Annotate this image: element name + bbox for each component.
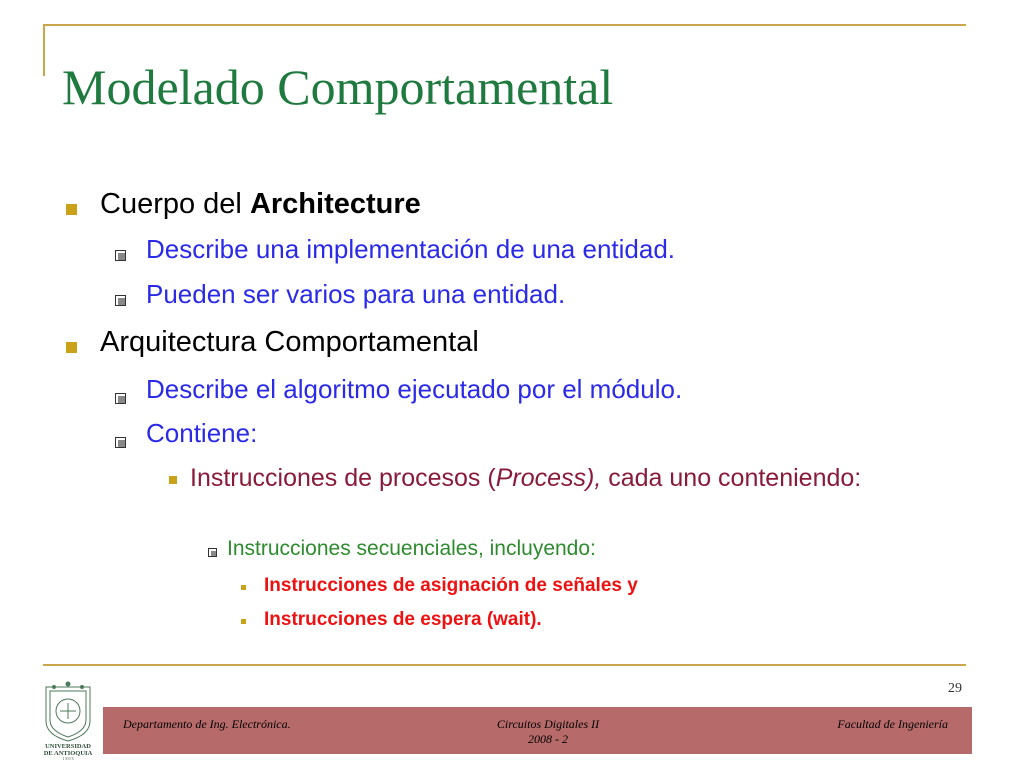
bullet-text: Describe una implementación de una entidad. bbox=[146, 234, 676, 264]
bullet-text: Instrucciones de procesos (Process), cada uno conteniendo: bbox=[190, 464, 862, 492]
bullet-text: Arquitectura Comportamental bbox=[100, 326, 479, 358]
bullet-text: Describe el algoritmo ejecutado por el módulo. bbox=[146, 374, 683, 404]
logo-year: 1 8 0 3 bbox=[62, 756, 74, 761]
logo-caption-line1: UNIVERSIDAD bbox=[45, 743, 91, 750]
bullet-text: Instrucciones de asignación de señales y bbox=[264, 575, 638, 596]
square-bullet-icon bbox=[66, 204, 77, 215]
square-bullet-icon bbox=[66, 342, 77, 353]
checkbox-bullet-icon bbox=[208, 548, 217, 557]
checkbox-bullet-icon bbox=[115, 295, 126, 306]
small-square-bullet-icon bbox=[241, 585, 246, 590]
checkbox-bullet-icon bbox=[115, 250, 126, 261]
footer-separator-rule bbox=[43, 664, 966, 666]
slide-title: Modelado Comportamental bbox=[62, 59, 614, 115]
page-number: 29 bbox=[948, 681, 962, 696]
bullet-text: Pueden ser varios para una entidad. bbox=[146, 279, 566, 309]
small-square-bullet-icon bbox=[241, 619, 246, 624]
footer-right-text: Facultad de Ingeniería bbox=[837, 717, 948, 731]
bullet-text: Instrucciones secuenciales, incluyendo: bbox=[227, 537, 596, 560]
footer-band bbox=[103, 707, 972, 754]
footer-course-name: Circuitos Digitales II bbox=[496, 717, 600, 731]
footer-center-text bbox=[488, 717, 608, 747]
footer-left-text: Departamento de Ing. Electrónica. bbox=[123, 717, 291, 731]
bullet-text: Contiene: bbox=[146, 418, 258, 448]
footer-term: 2008 - 2 bbox=[528, 732, 568, 746]
bullet-text: Instrucciones de espera (wait). bbox=[264, 609, 542, 630]
bullet-text: Cuerpo del Architecture bbox=[100, 188, 421, 220]
checkbox-bullet-icon bbox=[115, 437, 126, 448]
logo-caption-line2: DE ANTIOQUIA bbox=[43, 750, 93, 757]
square-bullet-icon bbox=[169, 476, 177, 484]
university-seal-icon bbox=[36, 681, 100, 761]
checkbox-bullet-icon bbox=[115, 393, 126, 404]
